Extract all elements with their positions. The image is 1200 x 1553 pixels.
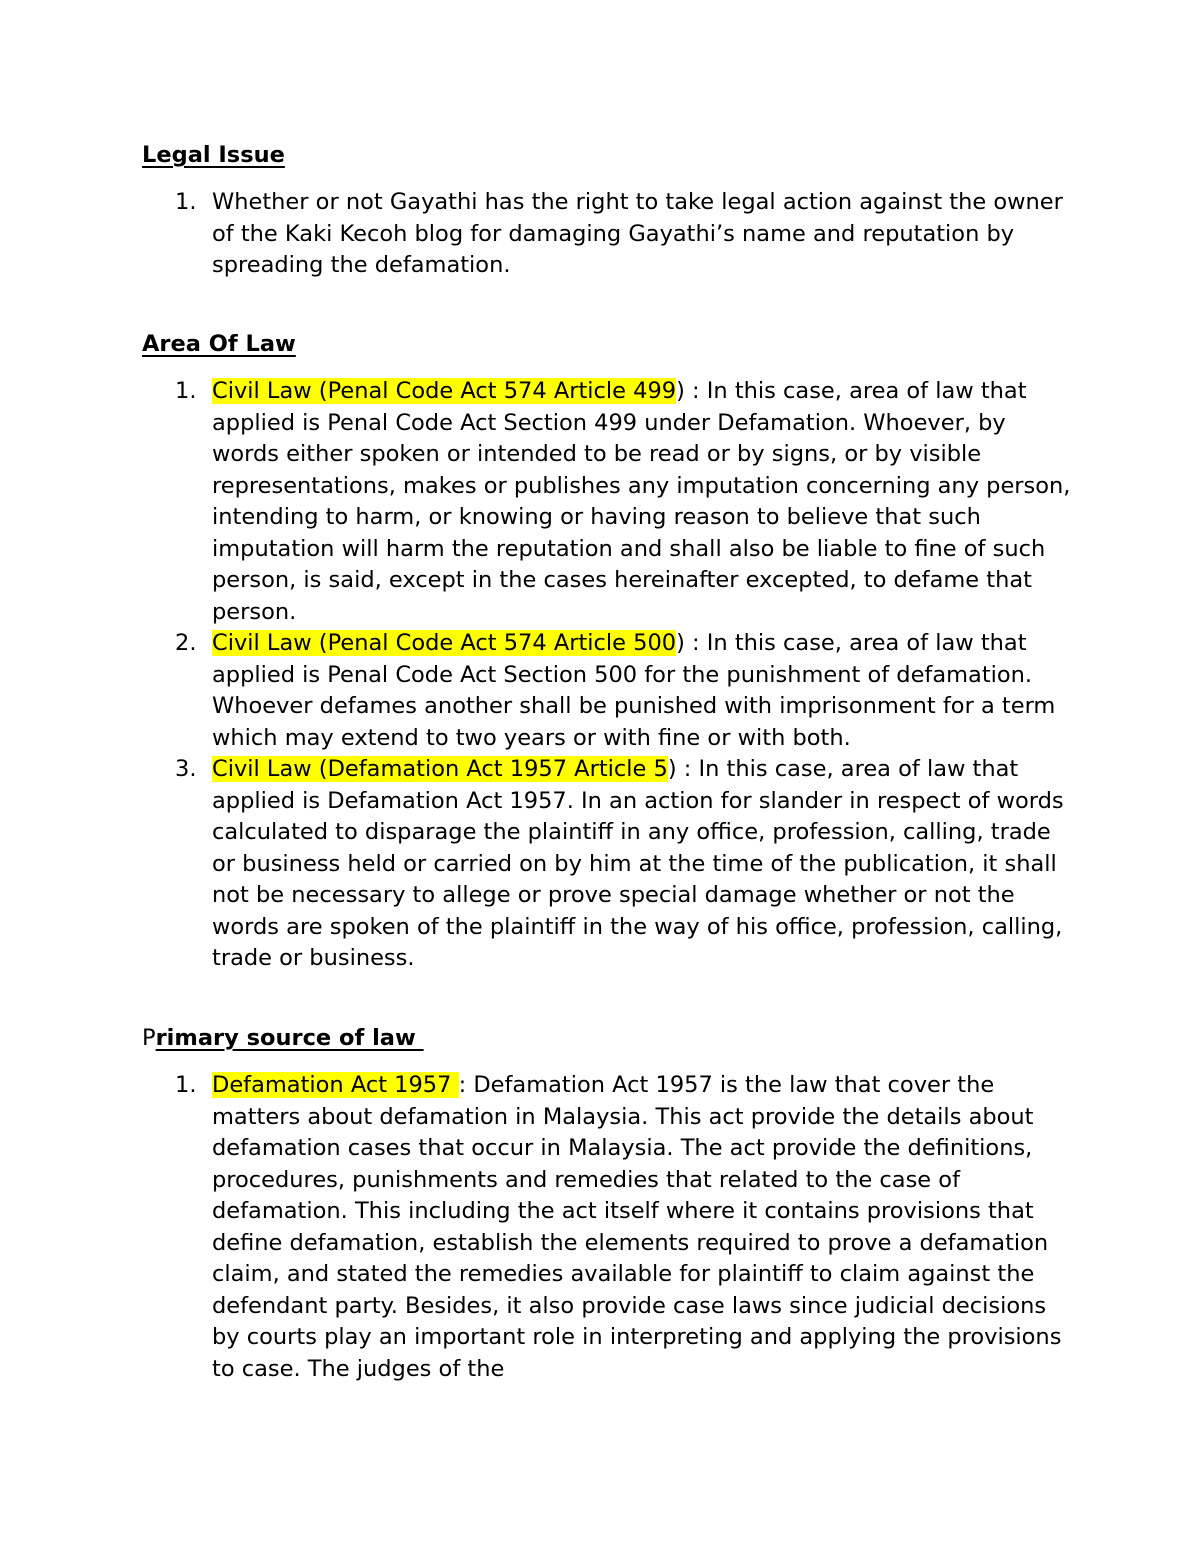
highlighted-text: Civil Law (Defamation Act 1957 Article 5 bbox=[212, 756, 668, 782]
list-item-number: 3. bbox=[175, 756, 197, 782]
list-item-number: 1. bbox=[175, 378, 197, 404]
primary-source-list bbox=[0, 1070, 1200, 1385]
list-item-text: ) : In this case, area of law that applied is Defamation Act 1957. In an action for slander in respect of words calculated to disparage the plaintiff in any office, profession, calling, trade or business held or carried on by him at the time of the publication, it shall not be necessary to allege or prove special damage whether or not the words are spoken of the plaintiff in the way of his office, profession, calling, trade or business. bbox=[212, 756, 1064, 971]
list-item bbox=[0, 628, 1072, 754]
legal-issue-heading-text: Legal Issue bbox=[142, 142, 285, 168]
legal-issue-heading bbox=[142, 140, 285, 172]
list-item-number: 2. bbox=[175, 630, 197, 656]
list-item-text: Whether or not Gayathi has the right to take legal action against the owner of the Kaki Kecoh blog for damaging Gayathi’s name and reputation by spreading the defamation. bbox=[212, 189, 1063, 278]
area-of-law-heading-text: Area Of Law bbox=[142, 331, 296, 357]
primary-source-heading-first-letter: P bbox=[142, 1025, 156, 1051]
list-item-text: ) : In this case, area of law that applied is Penal Code Act Section 500 for the punishment of defamation. Whoever defames another shall be punished with imprisonment for a term which may extend to two years or with fine or with both. bbox=[212, 630, 1056, 751]
list-item-text: : Defamation Act 1957 is the law that cover the matters about defamation in Malaysia. This act provide the details about defamation cases that occur in Malaysia. The act provide the definitions, procedures, punishments and remedies that related to the case of defamation. This including the act itself where it contains provisions that define defamation, establish the elements required to prove a defamation claim, and stated the remedies available for plaintiff to claim against the defendant party. Besides, it also provide case laws since judicial decisions by courts play an important role in interpreting and applying the provisions to case. The judges of the bbox=[212, 1072, 1062, 1382]
list-item bbox=[0, 754, 1072, 975]
primary-source-heading bbox=[142, 1023, 424, 1055]
primary-source-heading-text: rimary source of law bbox=[155, 1025, 424, 1051]
list-item bbox=[0, 376, 1072, 628]
list-item-text: ) : In this case, area of law that applied is Penal Code Act Section 499 under Defamation. Whoever, by words either spoken or intended to be read or by signs, or by visible representations, makes or publishes any imputation concerning any person, intending to harm, or knowing or having reason to believe that such imputation will harm the reputation and shall also be liable to fine of such person, is said, except in the cases hereinafter excepted, to defame that person. bbox=[212, 378, 1071, 625]
area-of-law-list bbox=[0, 376, 1200, 975]
highlighted-text: Defamation Act 1957 bbox=[212, 1072, 459, 1098]
list-item-number: 1. bbox=[175, 189, 197, 215]
list-item-number: 1. bbox=[175, 1072, 197, 1098]
list-item bbox=[0, 187, 1072, 282]
list-item bbox=[0, 1070, 1072, 1385]
area-of-law-heading bbox=[142, 329, 296, 361]
legal-issue-list bbox=[0, 187, 1200, 282]
highlighted-text: Civil Law (Penal Code Act 574 Article 499 bbox=[212, 378, 677, 404]
highlighted-text: Civil Law (Penal Code Act 574 Article 500 bbox=[212, 630, 677, 656]
